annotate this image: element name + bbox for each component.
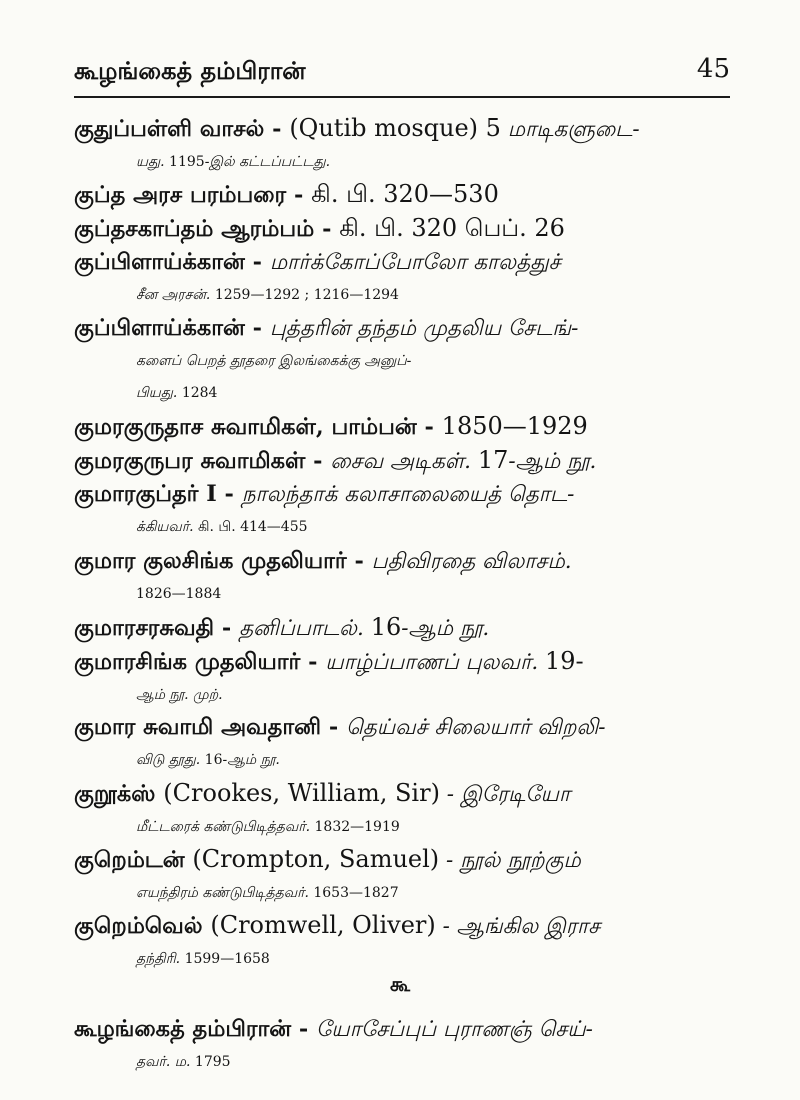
page-number: 45 — [696, 54, 730, 84]
dictionary-entry — [74, 178, 734, 211]
entry-headword: குமாரசிங்க முதலியார் - — [74, 649, 326, 675]
entry-description: ஆம் நூ. முற். — [136, 687, 223, 703]
entry-figure: 16 — [370, 613, 402, 641]
entry-line — [74, 777, 734, 811]
entry-line — [74, 478, 734, 511]
entry-figure: 1850—1929 — [441, 412, 588, 440]
entry-description: நாலந்தாக் கலாசாலையைத் தொட- — [241, 482, 575, 507]
entry-figure: கி. பி. 320—530 — [311, 180, 499, 208]
entry-description: க்கியவர். — [136, 519, 199, 535]
entry-figure: 16 — [204, 752, 223, 768]
entry-description: பியது. — [136, 385, 182, 401]
entry-continuation-line — [74, 679, 734, 711]
entry-description: தெய்வச் சிலையார் விறலி- — [346, 715, 606, 740]
dictionary-entry — [74, 112, 734, 178]
entry-line — [74, 112, 734, 146]
entry-headword: குமரகுருதாச சுவாமிகள், பாம்பன் - — [74, 414, 442, 440]
entry-headword: குமரகுருபர சுவாமிகள் - — [74, 448, 331, 474]
entry-line — [74, 178, 734, 211]
dictionary-entry — [74, 1013, 734, 1078]
entry-line — [74, 246, 734, 279]
entry-description: -ஆம் நூ. — [508, 449, 597, 474]
entry-figure: 19- — [545, 647, 584, 675]
entry-headword: குப்பிளாய்க்கான் - — [74, 249, 270, 275]
entry-figure: 1826—1884 — [136, 586, 222, 602]
entry-figure: 1653—1827 — [313, 885, 399, 901]
entry-line — [74, 444, 734, 478]
dictionary-entry — [74, 410, 734, 443]
entry-figure: 1832—1919 — [314, 819, 400, 835]
entry-description: -ஆம் நூ. — [401, 616, 490, 641]
dictionary-entry — [74, 645, 734, 711]
entry-continuation-line — [74, 377, 734, 409]
entry-description: -ஆம் நூ. — [222, 752, 280, 768]
entry-line — [74, 545, 734, 578]
entry-continuation-line — [74, 146, 734, 178]
entry-description: சீன அரசன். — [136, 287, 215, 303]
entry-continuation-line — [74, 578, 734, 610]
dictionary-entry — [74, 777, 734, 843]
entry-figure: 1599—1658 — [184, 951, 270, 967]
entry-headword: குப்த அரச பரம்பரை - — [74, 182, 312, 208]
entry-headword: கூழங்கைத் தம்பிரான் - — [74, 1016, 317, 1042]
entry-figure: 1795 — [194, 1054, 231, 1070]
dictionary-entry — [74, 545, 734, 610]
entry-headword: குமாரகுப்தர் I - — [74, 481, 242, 507]
entry-line — [74, 611, 734, 645]
entry-continuation-line — [74, 345, 734, 377]
entry-figure: கி. பி. 320 பெப். 26 — [339, 214, 565, 242]
entry-description: யோசேப்புப் புராணஞ் செய்- — [316, 1017, 593, 1042]
running-title: கூழங்கைத் தம்பிரான் — [74, 56, 306, 85]
entry-description: -இல் கட்டப்பட்டது. — [204, 154, 331, 170]
entry-description: மார்க்கோப்போலோ காலத்துச் — [269, 250, 561, 275]
entry-description: எயந்திரம் கண்டுபிடித்தவர். — [136, 885, 314, 901]
dictionary-entry — [74, 909, 734, 975]
entry-figure: 1259—1292 ; 1216—1294 — [214, 287, 399, 303]
entry-continuation-line — [74, 1046, 734, 1078]
entry-description: - இரேடியோ — [439, 782, 571, 807]
entry-headword: குமார குலசிங்க முதலியார் - — [74, 548, 372, 574]
entry-description: மீட்டரைக் கண்டுபிடித்தவர். — [136, 819, 315, 835]
entry-description: - ஆங்கில இராச — [435, 914, 601, 939]
entry-line — [74, 212, 734, 245]
entry-continuation-line — [74, 279, 734, 311]
entry-continuation-line — [74, 744, 734, 776]
dictionary-entry — [74, 478, 734, 543]
entry-line — [74, 909, 734, 943]
dictionary-entry — [74, 711, 734, 776]
dictionary-entry — [74, 312, 734, 409]
entry-continuation-line — [74, 811, 734, 843]
entry-headword: குமாரசரசுவதி - — [74, 615, 240, 641]
entry-description: தவர். ம. — [136, 1054, 195, 1070]
entry-figure: 1284 — [181, 385, 218, 401]
entry-description: புத்தரின் தந்தம் முதலிய சேடங்- — [269, 316, 579, 341]
entry-description: தந்திரி. — [136, 951, 185, 967]
entry-figure: (Cromwell, Oliver) — [210, 911, 436, 939]
entry-description: களைப் பெறத் தூதரை இலங்கைக்கு அனுப்- — [136, 353, 412, 369]
entry-headword: குப்பிளாய்க்கான் - — [74, 315, 270, 341]
entry-description: யாழ்ப்பாணப் புலவர். — [325, 650, 545, 675]
dictionary-entry — [74, 843, 734, 909]
entry-description: சைவ அடிகள். — [330, 449, 478, 474]
entry-headword: குப்தசகாப்தம் ஆரம்பம் - — [74, 216, 340, 242]
entry-line — [74, 410, 734, 443]
entry-figure: 1195 — [169, 154, 205, 170]
entry-description: விடு தூது. — [136, 752, 205, 768]
entry-headword: குறூக்ஸ் — [74, 781, 164, 807]
entry-headword: குறெம்வெல் — [74, 913, 211, 939]
entry-figure: (Crompton, Samuel) — [192, 845, 440, 873]
entry-headword: குதுப்பள்ளி வாசல் - — [74, 116, 290, 142]
entry-line — [74, 312, 734, 345]
entry-figure: கி. பி. 414—455 — [198, 519, 308, 535]
entry-description: பதிவிரதை விலாசம். — [371, 549, 572, 574]
dictionary-entry — [74, 611, 734, 645]
entry-description: - நூல் நூற்கும் — [439, 848, 581, 873]
entry-continuation-line — [74, 877, 734, 909]
dictionary-entry — [74, 212, 734, 245]
entry-line — [74, 843, 734, 877]
entry-figure: (Crookes, William, Sir) — [163, 779, 440, 807]
entry-figure: (Qutib mosque) 5 — [289, 114, 501, 142]
entry-line — [74, 645, 734, 679]
entry-continuation-line — [74, 511, 734, 543]
section-letter: கூ — [389, 972, 411, 996]
entry-continuation-line — [74, 943, 734, 975]
entry-description: மாடிகளுடை- — [500, 117, 640, 142]
page-header — [74, 52, 730, 98]
entry-headword: குறெம்டன் — [74, 847, 193, 873]
entry-line — [74, 1013, 734, 1046]
entry-line — [74, 711, 734, 744]
dictionary-entry — [74, 444, 734, 478]
entry-headword: குமார சுவாமி அவதானி - — [74, 714, 346, 740]
dictionary-entry — [74, 246, 734, 311]
entry-figure: 17 — [477, 446, 509, 474]
entry-description: யது. — [136, 154, 170, 170]
entry-description: தனிப்பாடல். — [239, 616, 371, 641]
